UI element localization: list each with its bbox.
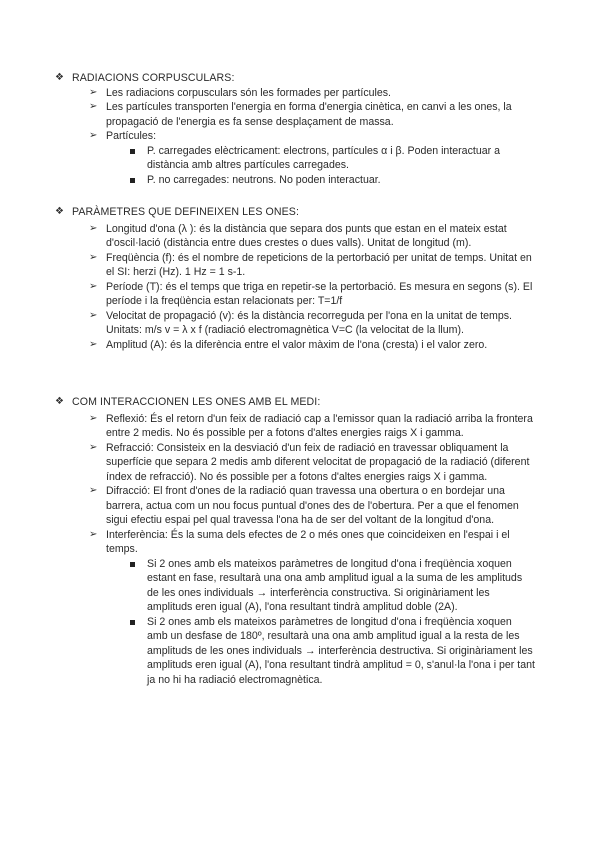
- sub-list: [55, 144, 535, 188]
- item-list: [55, 86, 535, 188]
- list-item: ➢ Partícules: P. carregades elèctricament: electrons, partícules α i β. Poden interactuar a distància amb altres partícules carregades. P. no carregades: neutrons. No poden interactuar.: [55, 129, 535, 187]
- arrow-bullet-icon: ➢: [89, 222, 98, 234]
- list-item: ➢ Longitud d'ona (λ ): és la distància que separa dos punts que estan en el mateix estat d'oscil·lació (distància entre dues crestes o dues valls). Unitat de longitud (m).: [89, 222, 507, 249]
- sub-list-item: P. carregades elèctricament: electrons, partícules α i β. Poden interactuar a distància amb altres partícules carregades.: [55, 144, 535, 173]
- item-list: [55, 412, 535, 688]
- list-item: ➢ Amplitud (A): és la diferència entre el valor màxim de l'ona (cresta) i el valor zero.: [89, 338, 488, 351]
- arrow-bullet-icon: ➢: [89, 101, 98, 112]
- section-wave-interactions: [55, 395, 535, 687]
- section-heading: ❖ COM INTERACCIONEN LES ONES AMB EL MEDI:: [55, 396, 321, 408]
- list-item: ➢ Velocitat de propagació (v): és la distància recorreguda per l'ona en la unitat de temps. Unitats: m/s v = λ x f (radiació electromagnètica V=C (la velocitat de la llum).: [89, 309, 513, 336]
- arrow-bullet-icon: ➢: [89, 130, 98, 141]
- sub-list-item: Si 2 ones amb els mateixos paràmetres de longitud d'ona i freqüència xoquen estant en fase, resultarà una ona amb amplitud igual a la suma de les amplituds de les ones individuals → interferència constructiva. Si originàriament les amplituds eren igual (A), l'ona resultant tindrà amplitud doble (2A).: [55, 557, 535, 615]
- sub-list-item: Si 2 ones amb els mateixos paràmetres de longitud d'ona i freqüència xoquen amb un desfase de 180º, resultarà una ona amb amplitud igual a la resta de les amplituds de les ones individuals → interferència destructiva. Si originàriament les amplituds eren igual (A), l'ona resultant tindrà amplitud = 0, s'anul·la l'ona i per tant ja no hi ha radiació electromagnètica.: [55, 615, 535, 688]
- section-wave-parameters: [55, 205, 535, 352]
- sub-list-item: P. no carregades: neutrons. No poden interactuar.: [55, 173, 535, 188]
- arrow-bullet-icon: ➢: [89, 309, 98, 321]
- arrow-bullet-icon: ➢: [89, 280, 98, 292]
- square-bullet-icon: [130, 562, 135, 567]
- arrow-bullet-icon: ➢: [89, 338, 98, 350]
- section-heading: ❖ RADIACIONS CORPUSCULARS:: [55, 72, 235, 84]
- list-item: ➢ Refracció: Consisteix en la desviació d'un feix de radiació en travessar obliquament la superfície que separa 2 medis amb diferent velocitat de propagació de la radiació (diferent índex de refracció). No és possible per a fotons d'altes energies raigs X i gamma.: [89, 441, 530, 483]
- section-corpuscular-radiation: [55, 71, 535, 187]
- arrow-bullet-icon: ➢: [89, 441, 98, 453]
- list-item: ➢ Freqüència (f): és el nombre de repeticions de la pertorbació per unitat de temps. Unitat en el SI: herzi (Hz). 1 Hz = 1 s-1.: [89, 251, 532, 278]
- section-heading: ❖ PARÀMETRES QUE DEFINEIXEN LES ONES:: [55, 206, 299, 218]
- sub-list: [55, 557, 535, 688]
- square-bullet-icon: [130, 620, 135, 625]
- arrow-bullet-icon: ➢: [89, 86, 98, 98]
- list-item: ➢ Període (T): és el temps que triga en repetir-se la pertorbació. Es mesura en segons (s). El període i la freqüència estan relacionats per: T=1/f: [89, 280, 533, 307]
- diamond-bullet-icon: ❖: [55, 72, 65, 83]
- item-list: [55, 222, 535, 353]
- square-bullet-icon: [130, 178, 135, 183]
- list-item: ➢ Reflexió: És el retorn d'un feix de radiació cap a l'emissor quan la radiació arriba la frontera entre 2 medis. No és possible per a fotons d'altes energies raigs X i gamma.: [89, 412, 533, 439]
- arrow-bullet-icon: ➢: [89, 485, 98, 496]
- arrow-bullet-icon: ➢: [89, 412, 98, 424]
- diamond-bullet-icon: ❖: [55, 396, 65, 407]
- list-item: ➢ Interferència: És la suma dels efectes de 2 o més ones que coincideixen en l'espai i el temps. Si 2 ones amb els mateixos paràmetres de longitud d'ona i freqüència xoquen estant en fase, resultarà una ona amb amplitud igual a la suma de les amplituds de les ones individuals → interferència constructiva. Si originàriament les amplituds eren igual (A), l'ona resultant tindrà amplitud doble (2A). Si 2 ones amb els mateixos paràmetres de longitud d'ona i freqüència xoquen amb un desfase de 180º, resultarà una ona amb amplitud igual a la resta de les amplituds de les ones individuals → interferència destructiva. Si originàriament les amplituds eren igual (A), l'ona resultant tindrà amplitud = 0, s'anul·la l'ona i per tant ja no hi ha radiació electromagnètica.: [55, 528, 535, 688]
- arrow-bullet-icon: ➢: [89, 528, 98, 540]
- square-bullet-icon: [130, 149, 135, 154]
- list-item: ➢ Les partícules transporten l'energia en forma d'energia cinètica, en canvi a les ones, la propagació de l'energia es fa sense desplaçament de massa.: [89, 101, 512, 128]
- arrow-bullet-icon: ➢: [89, 251, 98, 263]
- list-item: ➢ Les radiacions corpusculars són les formades per partícules.: [89, 86, 391, 99]
- list-item: ➢ Difracció: El front d'ones de la radiació quan travessa una obertura o en bordejar una barrera, actua com un nou focus puntual d'ones des de l'obertura. Per a que el fenomen sigui efectiu espai pel qual travessa l'ona ha de ser del voltant de la longitud d'ona.: [89, 485, 519, 526]
- diamond-bullet-icon: ❖: [55, 206, 65, 217]
